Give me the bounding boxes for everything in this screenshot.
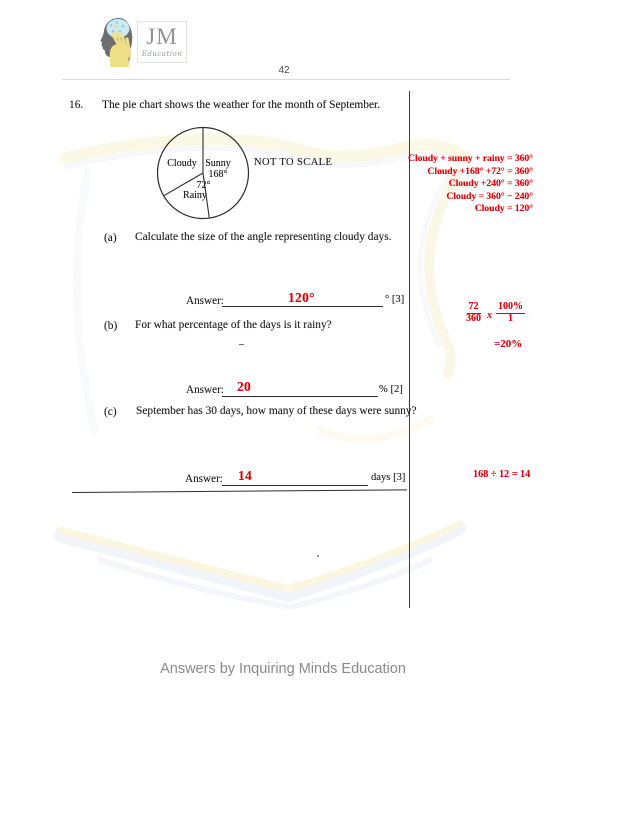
part-b-marks: % [2] bbox=[379, 384, 403, 395]
part-c-marks: days [3] bbox=[371, 472, 406, 483]
part-c-answer-line bbox=[222, 485, 368, 486]
question-number: 16. bbox=[69, 99, 84, 111]
part-b-answer-label: Answer: bbox=[186, 384, 224, 396]
footer-credit: Answers by Inquiring Minds Education bbox=[160, 661, 406, 677]
working-percentage-fractions bbox=[464, 302, 525, 324]
header-rule bbox=[62, 79, 510, 80]
not-to-scale-note: NOT TO SCALE bbox=[254, 157, 333, 168]
working-step: Cloudy +240° = 360° bbox=[448, 178, 533, 189]
logo-text-box bbox=[137, 21, 187, 63]
pie-slice-label-rainy: Rainy bbox=[183, 189, 207, 201]
fraction-72-360 bbox=[464, 302, 483, 324]
scan-artifact-dot bbox=[317, 555, 319, 557]
pie-slice-angle-sunny: 168° bbox=[208, 168, 228, 180]
scan-artifact-dash bbox=[239, 344, 244, 345]
part-a-answer-line bbox=[222, 306, 383, 307]
part-a-text: Calculate the size of the angle representing cloudy days. bbox=[135, 231, 392, 243]
part-a-answer-value: 120° bbox=[288, 290, 315, 305]
question-prompt: The pie chart shows the weather for the month of September. bbox=[102, 99, 381, 111]
part-c-answer-label: Answer: bbox=[185, 473, 223, 485]
part-c-answer-value: 14 bbox=[238, 468, 253, 483]
brain-head-logo bbox=[96, 15, 140, 69]
fraction-100-1 bbox=[496, 302, 525, 324]
working-sunny-calc: 168 ÷ 12 = 14 bbox=[473, 469, 531, 480]
part-c-id: (c) bbox=[104, 406, 117, 418]
part-c-text: September has 30 days, how many of these days were sunny? bbox=[136, 405, 417, 417]
working-step: Cloudy +168° +72° = 360° bbox=[427, 165, 533, 177]
part-b-text: For what percentage of the days is it rainy? bbox=[135, 319, 332, 331]
working-percentage-result: =20% bbox=[494, 338, 523, 350]
fraction-numerator: 100% bbox=[498, 301, 523, 312]
part-b-answer-line bbox=[222, 396, 378, 397]
working-step: Cloudy = 360° − 240° bbox=[446, 190, 533, 202]
logo-subtitle: Education bbox=[141, 50, 183, 58]
question-end-rule bbox=[72, 489, 407, 493]
pie-slice-label-sunny: Sunny bbox=[205, 158, 231, 169]
working-angle-steps bbox=[390, 153, 533, 216]
working-step: Cloudy = 120° bbox=[474, 203, 533, 214]
logo-initials: JM bbox=[146, 24, 178, 49]
pie-chart bbox=[153, 124, 253, 224]
part-a-id: (a) bbox=[104, 232, 117, 244]
pie-slice-angle-rainy: 72° bbox=[196, 180, 211, 191]
page-number: 42 bbox=[278, 65, 290, 76]
part-a-answer-label: Answer: bbox=[186, 295, 224, 307]
fraction-numerator: 72 bbox=[468, 301, 479, 312]
working-step: Cloudy + sunny + rainy = 360° bbox=[407, 153, 533, 164]
fraction-denominator: 360 bbox=[466, 312, 481, 324]
fraction-denominator: 1 bbox=[508, 312, 513, 324]
part-b-id: (b) bbox=[104, 320, 118, 332]
multiply-operator: x bbox=[487, 309, 492, 321]
part-a-marks: ° [3] bbox=[385, 294, 405, 305]
part-b-answer-value: 20 bbox=[237, 379, 252, 394]
pie-slice-label-cloudy: Cloudy bbox=[167, 158, 197, 169]
